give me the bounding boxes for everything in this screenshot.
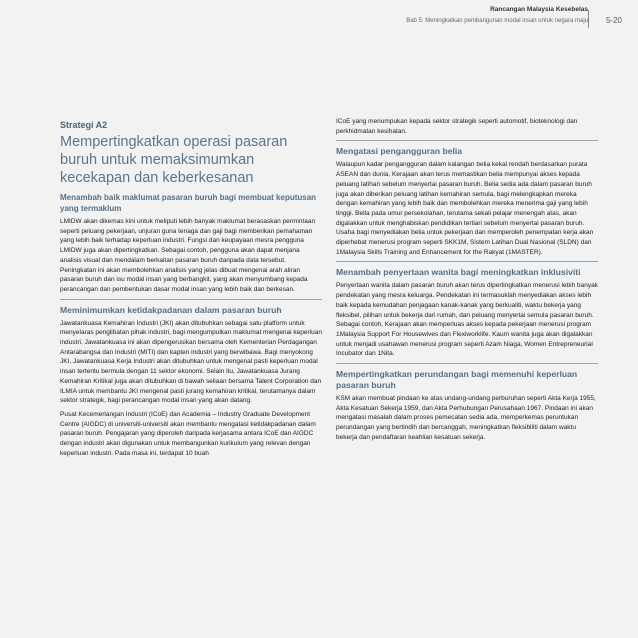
section-divider — [336, 261, 598, 262]
paragraph-lmidw: LMIDW akan dikemas kini untuk meliputi lebih banyak maklumat berasaskan permintaan seperti peluang pekerjaan, unjuran guna tenaga dan gaji bagi memberikan pemahaman yang lebih baik terhadap keperluan industri. Fungsi dan keupayaan mesra pengguna LMIDW juga akan dipertingkatkan. Sebagai contoh, pengguna akan dapat menjana analisis visual dan mendalam berkaitan pasaran buruh daripada data tersebut. Peningkatan ini akan membolehkan analisis yang jelas dibuat mengenai arah aliran pasaran buruh dan isu modal insan yang berbangkit, yang akan menyumbang kepada perancangan dan pembentukan dasar modal insan yang lebih baik dan berkesan. — [60, 218, 316, 293]
header-subtitle: Bab 5: Meningkatkan pembangunan modal insan untuk negara maju — [406, 18, 588, 24]
paragraph-jki: Jawatankuasa Kemahiran Industri (JKI) akan ditubuhkan sebagai satu platform untuk menyelaras penglibatan pihak industri, bagi mengumpulkan maklumat mengenai keperluan industri. Jawatankuasa ini akan dipengerusikan bersama oleh Kementerian Perdagangan Antarabangsa dan Industri (MITI) dan kapten industri yang berwibawa. Bagi menyokong JKI, Jawatankuasa Kerja Industri akan ditubuhkan untuk mengenal pasti keperluan modal insan tertentu bermula dengan 11 sektor ekonomi. Selain itu, Jawatankuasa Jurang Kemahiran Kritikal juga akan ditubuhkan di bawah seliaan bersama Talent Corporation dan ILMIA untuk membantu JKI mengenal pasti jurang kemahiran kritikal, terutamanya dalam sektor strategik, bagi perancangan modal insan yang akan datang. — [60, 319, 322, 405]
section-divider — [336, 363, 598, 364]
page-number: 5-20 — [605, 16, 622, 25]
header-title: Rancangan Malaysia Kesebelas — [490, 6, 588, 13]
strategy-title: Mempertingkatkan operasi pasaran buruh untuk memaksimumkan kecekapan dan keberkesanan — [60, 134, 288, 186]
paragraph-youth: Walaupun kadar pengangguran dalam kalangan belia kekal rendah berdasarkan purata ASEAN dan dunia, Kerajaan akan terus memastikan belia mempunyai akses kepada peluang latihan sebelum menyertai pasaran buruh. Belia sedia ada dalam pasaran buruh juga akan diberikan peluang latihan kemahiran semula, bagi melengkapkan mereka dengan kemahiran yang lebih baik dan membolehkan mereka menerima gaji yang lebih tinggi. Bella pada umur persekolahan, terutama sekali pelajar menengah atas, akan digalakkan untuk menghabiskan pendidikan tertiari sebelum menyertai pasaran buruh. Usaha bagi menyediakan belia untuk pekerjaan dan memperoleh penempatan kerja akan diperhebat menerusi program seperti SKK1M, Sistem Latihan Dual Nasional (SLDN) dan 1Malaysia Skills Training and Enhancement for the Rakyat (1MASTER). — [336, 161, 594, 256]
subheading-labour-info: Menambah baik maklumat pasaran buruh bagi membuat keputusan yang termaklum — [60, 193, 317, 213]
right-column — [336, 117, 598, 447]
subheading-women-participation: Menambah penyertaan wanita bagi meningkatkan inklusiviti — [336, 267, 581, 278]
paragraph-women: Penyertaan wanita dalam pasaran buruh akan terus dipertingkatkan menerusi lebih banyak pendekatan yang mesra keluarga. Pendekatan ini termasuklah menyediakan akses lebih baik kepada kemudahan penjagaan kanak-kanak yang berkualiti, waktu bekerja yang fleksibel, pilihan untuk bekerja dari rumah, dan peluang menyertai semula pasaran buruh. Sebagai contoh, Kerajaan akan memperluas akses kepada pekerjaan menerusi program 1Malaysia Support For Housewives dan Flexiworklife. Kaum wanita juga akan digalakkan untuk menjadi usahawan menerusi program seperti Azam Niaga, Women Entrepreneurial Incubator dan 1Nita. — [336, 282, 598, 358]
paragraph-icoe: Pusat Kecemerlangan Industri (ICoE) dan Academia – Industry Graduate Development Centre (AIGDC) di universiti-universiti akan membantu mengatasi ketidakpadanan dalam pasaran buruh. Pengajaran yang diperoleh daripada kerjasama antara ICoE dan AIGDC dengan industri akan digunakan untuk membangunkan kurikulum yang relevan dengan keperluan industri. Pada masa ini, terdapat 10 buah — [60, 410, 316, 457]
subheading-mismatch: Meminimumkan ketidakpadanan dalam pasaran buruh — [60, 304, 282, 315]
subheading-youth-unemployment: Mengatasi pengangguran belia — [336, 146, 463, 157]
left-column — [60, 120, 322, 462]
section-divider — [336, 140, 598, 141]
strategy-label: Strategi A2 — [60, 120, 108, 130]
header-divider — [588, 10, 589, 28]
paragraph-icoe-continued: ICoE yang menumpukan kepada sektor strategik seperti automotif, bioteknologi dan perkhidmatan kesihatan. — [336, 118, 578, 135]
paragraph-legislation: KSM akan membuat pindaan ke atas undang-undang perburuhan seperti Akta Kerja 1955, Akta Kesatuan Sekerja 1959, dan Akta Perhubungan Perusahaan 1967. Pindaan ini akan mengatasi masalah dalam proses pemecatan sedia ada, memperkemas peruntukan perundangan yang bertindih dan bercanggah, meningkatkan fleksibiliti dalam waktu bekerja dan pendaftaran keahlian kesatuan sekerja. — [336, 395, 596, 441]
section-divider — [60, 299, 322, 300]
subheading-legislation: Mempertingkatkan perundangan bagi memenuhi keperluan pasaran buruh — [336, 369, 578, 391]
